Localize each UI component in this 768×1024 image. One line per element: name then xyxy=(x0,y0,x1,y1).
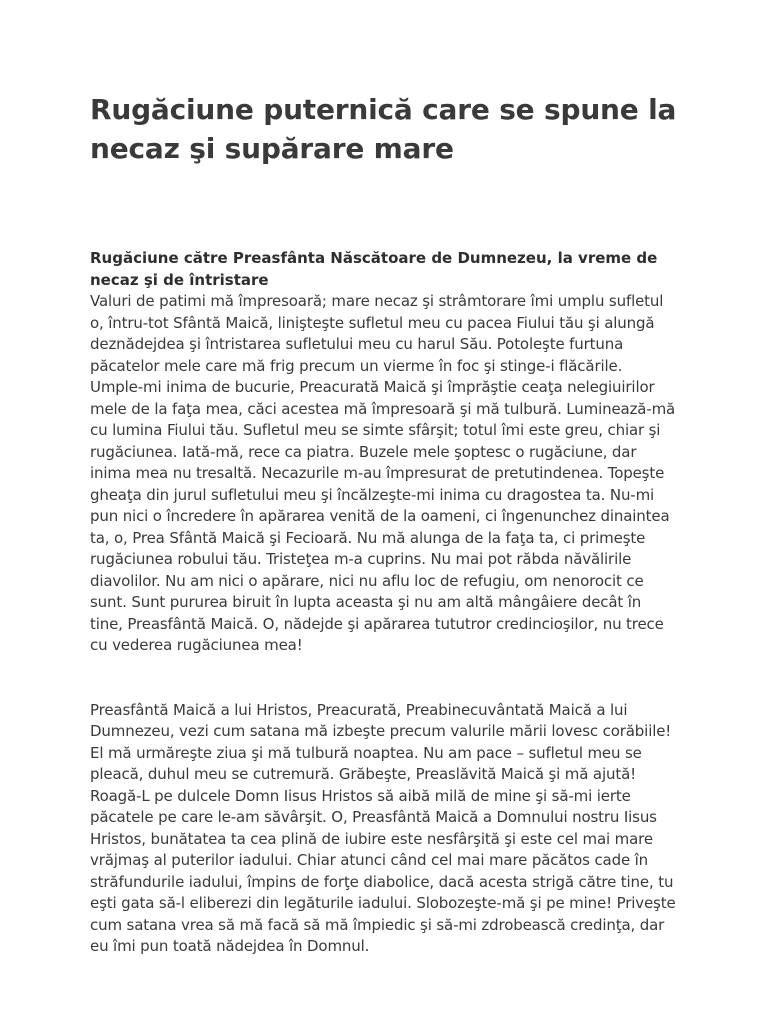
prayer-paragraph-2: Preasfântă Maică a lui Hristos, Preacurată, Preabinecuvântată Maică a lui Dumnezeu, vezi cum satana mă izbeşte precum valurile mării lovesc corăbiile! El mă urmăreşte ziua şi mă tulbură noaptea. Nu am pace – sufletul meu se pleacă, duhul meu se cutremură. Grăbeşte, Preaslăvită Maică şi mă ajută! Roagă-L pe dulcele Domn Iisus Hristos să aibă milă de mine şi să-mi ierte păcatele pe care le-am săvârşit. O, Preasfântă Maică a Domnului nostru Iisus Hristos, bunătatea ta cea plină de iubire este nesfârşită şi este cel mai mare vrăjmaş al puterilor iadului. Chiar atunci când cel mai mare păcătos cade în străfundurile iadului, împins de forţe diabolice, dacă acesta strigă către tine, tu eşti gata să-l eliberezi din legăturile iadului. Slobozeşte-mă şi pe mine! Priveşte cum satana vrea să mă facă să mă împiedic şi să-mi zdrobească credinţa, dar eu îmi pun toată nădejdea în Domnul. xyxy=(90,700,676,955)
page-title: Rugăciune puternică care se spune la necaz şi supărare mare xyxy=(90,93,677,165)
prayer-subtitle: Rugăciune către Preasfânta Născătoare de Dumnezeu, la vreme de necaz şi de întristare xyxy=(90,249,658,289)
prayer-paragraph-1: Valuri de patimi mă împresoară; mare necaz şi strâmtorare îmi umplu sufletul o, întru-tot Sfântă Maică, linişteşte sufletul meu cu pacea Fiului tău şi alungă deznădejdea şi întristarea sufletului meu cu harul Său. Potoleşte furtuna păcatelor mele care mă frig precum un vierme în foc şi stinge-i flăcările. Umple-mi inima de bucurie, Preacurată Maică şi împrăştie ceaţa nelegiuirilor mele de la faţa mea, căci acestea mă împresoară şi mă tulbură. Luminează-mă cu lumina Fiului tău. Sufletul meu se simte sfârşit; totul îmi este greu, chiar şi rugăciunea. Iată-mă, rece ca piatra. Buzele mele şoptesc o rugăciune, dar inima mea nu tresaltă. Necazurile m-au împresurat de pretutindenea. Topeşte gheaţa din jurul sufletului meu şi încălzeşte-mi inima cu dragostea ta. Nu-mi pun nici o încredere în apărarea venită de la oameni, ci îngenunchez dinaintea ta, o, Prea Sfântă Maică şi Fecioară. Nu mă alunga de la faţa ta, ci primeşte rugăciunea robului tău. Tristeţea m-a cuprins. Nu mai pot răbda năvălirile diavolilor. Nu am nici o apărare, nici nu aflu loc de refugiu, om nenorocit ce sunt. Sunt pururea biruit în lupta aceasta şi nu am altă mângâiere decât în tine, Preasfântă Maică. O, nădejde şi apărarea tututror credincioşilor, nu trece cu vederea rugăciunea mea! xyxy=(90,292,676,654)
